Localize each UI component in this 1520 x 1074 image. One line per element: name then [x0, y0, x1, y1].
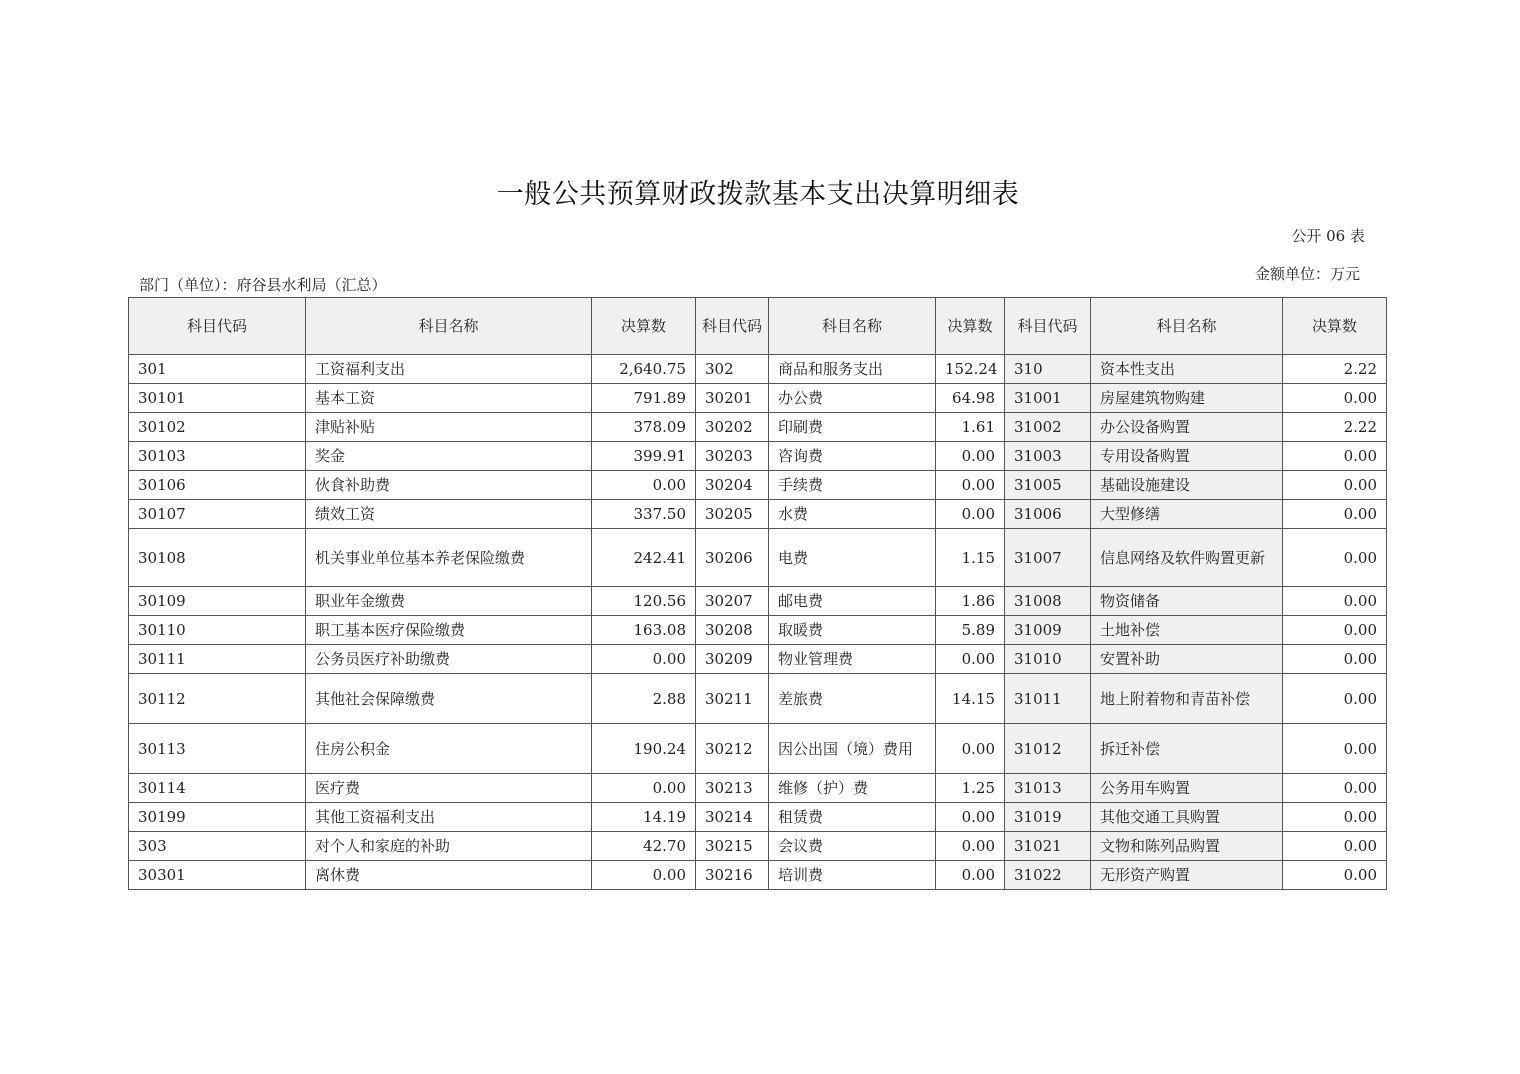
cell-name-2: 电费: [769, 529, 936, 587]
cell-code-3: 31002: [1005, 413, 1091, 442]
cell-code-2: 30216: [696, 861, 769, 890]
cell-amount-1: 242.41: [592, 529, 696, 587]
cell-code-3: 31022: [1005, 861, 1091, 890]
cell-amount-3: 0.00: [1283, 500, 1387, 529]
cell-amount-2: 0.00: [936, 803, 1005, 832]
table-row: [129, 529, 1387, 587]
header-name: 科目名称: [306, 298, 592, 355]
cell-name-3: 无形资产购置: [1091, 861, 1283, 890]
cell-name-3: 资本性支出: [1091, 355, 1283, 384]
cell-code-1: 30102: [129, 413, 306, 442]
cell-amount-2: 0.00: [936, 471, 1005, 500]
cell-amount-3: 0.00: [1283, 616, 1387, 645]
cell-amount-1: 163.08: [592, 616, 696, 645]
cell-name-1: 职业年金缴费: [306, 587, 592, 616]
cell-amount-2: 1.15: [936, 529, 1005, 587]
cell-amount-1: 2.88: [592, 674, 696, 724]
table-row: [129, 774, 1387, 803]
table-row: [129, 861, 1387, 890]
cell-code-2: 30206: [696, 529, 769, 587]
cell-name-3: 地上附着物和青苗补偿: [1091, 674, 1283, 724]
header-amount-3: 决算数: [1283, 298, 1387, 355]
cell-name-1: 工资福利支出: [306, 355, 592, 384]
cell-code-3: 31003: [1005, 442, 1091, 471]
table-row: [129, 413, 1387, 442]
cell-code-1: 30301: [129, 861, 306, 890]
cell-name-2: 印刷费: [769, 413, 936, 442]
cell-amount-1: 337.50: [592, 500, 696, 529]
cell-code-2: 30203: [696, 442, 769, 471]
cell-code-3: 31011: [1005, 674, 1091, 724]
cell-amount-3: 0.00: [1283, 442, 1387, 471]
cell-code-3: 31012: [1005, 724, 1091, 774]
cell-amount-2: 152.24: [936, 355, 1005, 384]
cell-amount-3: 0.00: [1283, 471, 1387, 500]
header-code-3: 科目代码: [1005, 298, 1091, 355]
cell-amount-1: 399.91: [592, 442, 696, 471]
cell-code-1: 30111: [129, 645, 306, 674]
page-title: 一般公共预算财政拨款基本支出决算明细表: [496, 179, 1020, 210]
table-row: [129, 442, 1387, 471]
form-number: 公开 06 表: [1291, 227, 1365, 245]
cell-code-1: 30110: [129, 616, 306, 645]
table-row: [129, 674, 1387, 724]
cell-amount-2: 14.15: [936, 674, 1005, 724]
cell-name-2: 因公出国（境）费用: [769, 724, 936, 774]
cell-code-1: 30112: [129, 674, 306, 724]
cell-code-2: 30214: [696, 803, 769, 832]
cell-amount-2: 1.86: [936, 587, 1005, 616]
cell-code-3: 31005: [1005, 471, 1091, 500]
cell-name-2: 物业管理费: [769, 645, 936, 674]
cell-name-2: 咨询费: [769, 442, 936, 471]
cell-name-3: 基础设施建设: [1091, 471, 1283, 500]
expenditure-table: [128, 297, 1387, 890]
cell-name-2: 商品和服务支出: [769, 355, 936, 384]
cell-name-1: 伙食补助费: [306, 471, 592, 500]
cell-code-2: 30212: [696, 724, 769, 774]
header-code: 科目代码: [129, 298, 306, 355]
cell-name-1: 其他社会保障缴费: [306, 674, 592, 724]
cell-amount-3: 2.22: [1283, 413, 1387, 442]
table-row: [129, 587, 1387, 616]
cell-amount-3: 0.00: [1283, 674, 1387, 724]
cell-name-1: 津贴补贴: [306, 413, 592, 442]
cell-amount-2: 0.00: [936, 832, 1005, 861]
cell-code-2: 30209: [696, 645, 769, 674]
cell-code-1: 301: [129, 355, 306, 384]
cell-name-2: 差旅费: [769, 674, 936, 724]
cell-name-3: 土地补偿: [1091, 616, 1283, 645]
table-row: [129, 724, 1387, 774]
cell-name-2: 会议费: [769, 832, 936, 861]
cell-code-1: 303: [129, 832, 306, 861]
cell-amount-1: 0.00: [592, 471, 696, 500]
cell-name-1: 机关事业单位基本养老保险缴费: [306, 529, 592, 587]
cell-amount-1: 14.19: [592, 803, 696, 832]
cell-code-2: 30215: [696, 832, 769, 861]
cell-name-3: 信息网络及软件购置更新: [1091, 529, 1283, 587]
cell-code-1: 30101: [129, 384, 306, 413]
cell-code-2: 302: [696, 355, 769, 384]
cell-code-2: 30207: [696, 587, 769, 616]
cell-name-1: 对个人和家庭的补助: [306, 832, 592, 861]
header-amount-2: 决算数: [936, 298, 1005, 355]
table-row: [129, 355, 1387, 384]
cell-amount-2: 0.00: [936, 861, 1005, 890]
cell-name-3: 拆迁补偿: [1091, 724, 1283, 774]
cell-amount-2: 0.00: [936, 724, 1005, 774]
cell-code-3: 31001: [1005, 384, 1091, 413]
cell-amount-1: 378.09: [592, 413, 696, 442]
cell-amount-1: 0.00: [592, 645, 696, 674]
cell-name-1: 绩效工资: [306, 500, 592, 529]
cell-code-1: 30103: [129, 442, 306, 471]
table-body: [129, 355, 1387, 890]
cell-name-1: 公务员医疗补助缴费: [306, 645, 592, 674]
cell-amount-3: 0.00: [1283, 832, 1387, 861]
cell-name-2: 取暖费: [769, 616, 936, 645]
cell-name-2: 水费: [769, 500, 936, 529]
header-code-2: 科目代码: [696, 298, 769, 355]
cell-name-2: 邮电费: [769, 587, 936, 616]
cell-amount-2: 0.00: [936, 442, 1005, 471]
table-row: [129, 832, 1387, 861]
cell-name-3: 物资储备: [1091, 587, 1283, 616]
cell-name-3: 专用设备购置: [1091, 442, 1283, 471]
cell-name-3: 房屋建筑物购建: [1091, 384, 1283, 413]
cell-name-3: 其他交通工具购置: [1091, 803, 1283, 832]
cell-amount-3: 0.00: [1283, 529, 1387, 587]
cell-code-3: 31007: [1005, 529, 1091, 587]
cell-code-3: 31006: [1005, 500, 1091, 529]
cell-amount-2: 0.00: [936, 645, 1005, 674]
cell-name-2: 培训费: [769, 861, 936, 890]
cell-amount-1: 42.70: [592, 832, 696, 861]
cell-amount-2: 1.25: [936, 774, 1005, 803]
cell-name-1: 离休费: [306, 861, 592, 890]
cell-name-3: 安置补助: [1091, 645, 1283, 674]
cell-name-2: 办公费: [769, 384, 936, 413]
cell-name-1: 其他工资福利支出: [306, 803, 592, 832]
cell-code-3: 31013: [1005, 774, 1091, 803]
header-amount: 决算数: [592, 298, 696, 355]
cell-amount-3: 0.00: [1283, 861, 1387, 890]
cell-amount-3: 2.22: [1283, 355, 1387, 384]
cell-code-3: 31008: [1005, 587, 1091, 616]
cell-amount-1: 190.24: [592, 724, 696, 774]
table-row: [129, 803, 1387, 832]
cell-name-1: 基本工资: [306, 384, 592, 413]
cell-name-1: 职工基本医疗保险缴费: [306, 616, 592, 645]
cell-name-1: 住房公积金: [306, 724, 592, 774]
cell-amount-1: 120.56: [592, 587, 696, 616]
cell-amount-3: 0.00: [1283, 645, 1387, 674]
cell-amount-3: 0.00: [1283, 774, 1387, 803]
table-header-row: [129, 298, 1387, 355]
header-name-2: 科目名称: [769, 298, 936, 355]
cell-code-1: 30108: [129, 529, 306, 587]
cell-amount-3: 0.00: [1283, 384, 1387, 413]
department-label: 部门（单位）：府谷县水利局（汇总）: [139, 276, 387, 294]
cell-code-2: 30213: [696, 774, 769, 803]
cell-code-2: 30202: [696, 413, 769, 442]
table-row: [129, 384, 1387, 413]
cell-name-2: 手续费: [769, 471, 936, 500]
amount-unit: 金额单位：万元: [1254, 265, 1360, 283]
table-row: [129, 645, 1387, 674]
cell-name-3: 文物和陈列品购置: [1091, 832, 1283, 861]
cell-code-3: 31010: [1005, 645, 1091, 674]
cell-code-1: 30109: [129, 587, 306, 616]
cell-code-2: 30204: [696, 471, 769, 500]
cell-code-3: 31009: [1005, 616, 1091, 645]
cell-name-3: 公务用车购置: [1091, 774, 1283, 803]
cell-amount-1: 0.00: [592, 774, 696, 803]
header-name-3: 科目名称: [1091, 298, 1283, 355]
cell-amount-3: 0.00: [1283, 803, 1387, 832]
cell-code-2: 30208: [696, 616, 769, 645]
cell-name-3: 办公设备购置: [1091, 413, 1283, 442]
cell-code-3: 31019: [1005, 803, 1091, 832]
cell-name-1: 医疗费: [306, 774, 592, 803]
cell-name-2: 维修（护）费: [769, 774, 936, 803]
cell-amount-2: 5.89: [936, 616, 1005, 645]
cell-code-2: 30205: [696, 500, 769, 529]
cell-amount-1: 0.00: [592, 861, 696, 890]
cell-amount-2: 0.00: [936, 500, 1005, 529]
cell-amount-1: 791.89: [592, 384, 696, 413]
cell-code-1: 30107: [129, 500, 306, 529]
cell-code-3: 31021: [1005, 832, 1091, 861]
cell-amount-1: 2,640.75: [592, 355, 696, 384]
cell-code-1: 30114: [129, 774, 306, 803]
cell-code-3: 310: [1005, 355, 1091, 384]
table-row: [129, 500, 1387, 529]
cell-code-1: 30106: [129, 471, 306, 500]
cell-code-1: 30199: [129, 803, 306, 832]
cell-amount-3: 0.00: [1283, 587, 1387, 616]
cell-name-3: 大型修缮: [1091, 500, 1283, 529]
cell-amount-2: 64.98: [936, 384, 1005, 413]
table-row: [129, 616, 1387, 645]
cell-name-1: 奖金: [306, 442, 592, 471]
cell-code-2: 30211: [696, 674, 769, 724]
cell-amount-3: 0.00: [1283, 724, 1387, 774]
cell-code-1: 30113: [129, 724, 306, 774]
cell-name-2: 租赁费: [769, 803, 936, 832]
cell-amount-2: 1.61: [936, 413, 1005, 442]
table-row: [129, 471, 1387, 500]
cell-code-2: 30201: [696, 384, 769, 413]
